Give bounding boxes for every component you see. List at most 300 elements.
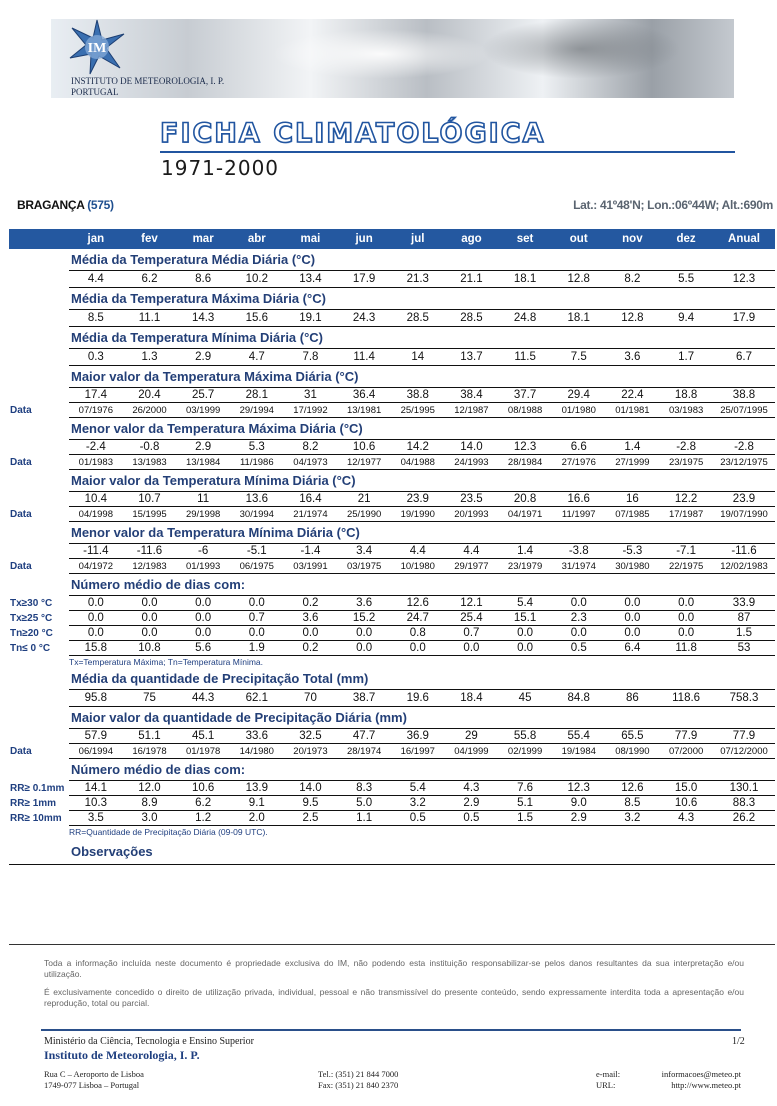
value-cell: 21.1 [445,271,499,288]
institute-line2: PORTUGAL [71,87,119,97]
value-cell: 55.8 [498,729,552,744]
row-label-blank [9,388,69,403]
value-cell: 14 [391,349,445,366]
value-cell: 08/1988 [498,403,552,418]
value-cell: 01/1981 [606,403,660,418]
title-divider [160,151,735,153]
value-cell: 28.1 [230,388,284,403]
value-cell: 3.2 [606,811,660,826]
section-spacer [9,327,69,349]
value-cell: 13.7 [445,349,499,366]
value-cell: 21.3 [391,271,445,288]
value-cell: 04/1972 [69,559,123,574]
footer-tel: Tel.: (351) 21 844 7000 [318,1069,399,1079]
row-label: Data [10,508,32,520]
value-cell: 75 [123,690,177,707]
value-cell: 01/1993 [176,559,230,574]
value-cell: 4.4 [445,544,499,559]
value-cell: 38.8 [391,388,445,403]
value-cell: 45 [498,690,552,707]
value-cell: 86 [606,690,660,707]
value-cell: 10.7 [123,492,177,507]
section-title: Maior valor da Temperatura Mínima Diária (°C) [69,470,775,492]
value-cell: -3.8 [552,544,606,559]
value-cell: 28.5 [445,310,499,327]
value-cell: 32.5 [284,729,338,744]
month-header: Anual [713,229,775,249]
value-cell: 8.6 [176,271,230,288]
value-cell: 19.1 [284,310,338,327]
value-cell: 9.4 [659,310,713,327]
section-tmed [9,249,775,271]
section-title: Número médio de dias com: [69,759,775,781]
value-cell: 24/1993 [445,455,499,470]
value-cell: 11/1986 [230,455,284,470]
value-cell: 6.6 [552,440,606,455]
footer-fax: Fax: (351) 21 840 2370 [318,1080,399,1090]
value-cell: 5.4 [498,596,552,611]
footer-contact [652,1069,741,1091]
value-cell: 28.5 [391,310,445,327]
value-cell: 22/1975 [659,559,713,574]
value-cell: 0.7 [445,626,499,641]
row-label-blank [9,310,69,327]
address-line1: Rua C – Aeroporto de Lisboa [44,1069,144,1079]
value-cell: 0.5 [445,811,499,826]
value-cell: -5.3 [606,544,660,559]
value-cell: 1.4 [498,544,552,559]
value-cell: 25/07/1995 [713,403,775,418]
value-cell: 04/1999 [445,744,499,759]
value-cell: 10.4 [69,492,123,507]
obs-spacer [9,838,69,865]
value-cell: 17/1992 [284,403,338,418]
value-cell: 10.6 [659,796,713,811]
value-cell: 53 [713,641,775,656]
value-cell: 20.4 [123,388,177,403]
value-cell: 57.9 [69,729,123,744]
value-cell: 36.9 [391,729,445,744]
value-cell: 0.0 [606,596,660,611]
value-cell: 0.0 [123,626,177,641]
value-cell: 24.3 [337,310,391,327]
value-cell: 16 [606,492,660,507]
note-spacer [9,826,69,839]
dates-row-min_tmin [9,559,775,574]
value-cell: 51.1 [123,729,177,744]
section-precip [9,668,775,690]
website-link[interactable]: http://www.meteo.pt [671,1080,741,1090]
value-cell: 6.7 [713,349,775,366]
value-cell: 0.0 [230,626,284,641]
section-spacer [9,574,69,596]
value-cell: 3.4 [337,544,391,559]
value-cell: 38.4 [445,388,499,403]
value-cell: 15.2 [337,611,391,626]
institute-name [71,76,224,98]
value-cell: 62.1 [230,690,284,707]
footer-top-divider [9,944,775,945]
value-cell: 14.3 [176,310,230,327]
value-cell: 44.3 [176,690,230,707]
row-label: Tx≥25 °C [10,612,53,624]
value-cell: 04/1998 [69,507,123,522]
value-cell: 07/1976 [69,403,123,418]
value-cell: 15/1995 [123,507,177,522]
temp-days-row [9,611,775,626]
value-cell: 2.9 [445,796,499,811]
email-link[interactable]: informacoes@meteo.pt [661,1069,741,1079]
value-cell: 0.7 [230,611,284,626]
row-label: Tn≥20 °C [10,627,53,639]
section-title: Menor valor da Temperatura Mínima Diária (°C) [69,522,775,544]
value-cell: 12.2 [659,492,713,507]
value-cell: 6.4 [606,641,660,656]
value-cell: 7.8 [284,349,338,366]
value-cell: 16/1997 [391,744,445,759]
values-row-tmin [9,349,775,366]
value-cell: 10.6 [337,440,391,455]
value-cell: 26/2000 [123,403,177,418]
table-note: Tx=Temperatura Máxima; Tn=Temperatura Mínima. [69,657,263,667]
row-label: RR≥ 10mm [10,812,62,824]
value-cell: 12.6 [391,596,445,611]
value-cell: 47.7 [337,729,391,744]
section-precip-days [9,759,775,781]
value-cell: 0.0 [606,611,660,626]
period: 1971-2000 [161,156,280,180]
value-cell: 130.1 [713,781,775,796]
value-cell: 0.0 [445,641,499,656]
value-cell: 17.9 [713,310,775,327]
month-header: jul [391,229,445,249]
value-cell: -6 [176,544,230,559]
section-title: Maior valor da Temperatura Máxima Diária (°C) [69,366,775,388]
row-label: Data [10,456,32,468]
value-cell: 1.3 [123,349,177,366]
value-cell: 33.9 [713,596,775,611]
row-label-blank [9,271,69,288]
row-label: Tn≤ 0 °C [10,642,51,654]
disclaimer-p2: É exclusivamente concedido o direito de utilização privada, individual, pessoal e não transmissível do presente conteúdo, sendo expressamente interdita toda a apresentação e/ou reprodução, total ou parcial. [44,987,744,1008]
value-cell: 10.8 [123,641,177,656]
value-cell: 2.9 [552,811,606,826]
value-cell: 38.8 [713,388,775,403]
section-title: Média da quantidade de Precipitação Total (mm) [69,668,775,690]
temp-days-row [9,596,775,611]
station-code: (575) [87,198,114,212]
observations-title: Observações [69,838,775,865]
value-cell: 21/1974 [284,507,338,522]
value-cell: 22.4 [606,388,660,403]
values-row-max_tmin [9,492,775,507]
value-cell: 0.0 [123,596,177,611]
value-cell: 1.4 [606,440,660,455]
value-cell: 2.3 [552,611,606,626]
value-cell: -2.8 [659,440,713,455]
footer-divider [41,1029,741,1031]
climate-table [9,229,775,865]
value-cell: 15.1 [498,611,552,626]
value-cell: 0.2 [284,596,338,611]
month-header: mai [284,229,338,249]
value-cell: 0.0 [659,611,713,626]
value-cell: 8.5 [606,796,660,811]
value-cell: 0.5 [391,811,445,826]
value-cell: 11.5 [498,349,552,366]
value-cell: 23/1975 [659,455,713,470]
value-cell: 01/1983 [69,455,123,470]
value-cell: -7.1 [659,544,713,559]
month-header: ago [445,229,499,249]
value-cell: 06/1975 [230,559,284,574]
value-cell: 10.6 [176,781,230,796]
value-cell: 01/1980 [552,403,606,418]
value-cell: 18.8 [659,388,713,403]
value-cell: 23/12/1975 [713,455,775,470]
value-cell: 12.0 [123,781,177,796]
value-cell: 84.8 [552,690,606,707]
value-cell: 0.0 [69,596,123,611]
section-min_tmax [9,418,775,440]
value-cell: 29 [445,729,499,744]
value-cell: 14.1 [69,781,123,796]
value-cell: 55.4 [552,729,606,744]
value-cell: 3.6 [284,611,338,626]
month-header: set [498,229,552,249]
value-cell: 5.6 [176,641,230,656]
url-label: URL: [596,1080,616,1090]
value-cell: 4.4 [69,271,123,288]
value-cell: 04/1971 [498,507,552,522]
value-cell: 1.2 [176,811,230,826]
section-spacer [9,522,69,544]
page-title: FICHA CLIMATOLÓGICA [160,118,546,149]
row-label: Data [10,745,32,757]
section-spacer [9,470,69,492]
value-cell: 17.4 [69,388,123,403]
dates-row-max_tmin [9,507,775,522]
value-cell: 0.0 [391,641,445,656]
value-cell: 0.8 [391,626,445,641]
value-cell: 5.0 [337,796,391,811]
section-title: Número médio de dias com: [69,574,775,596]
station-name [17,198,114,212]
precip-days-row [9,796,775,811]
value-cell: 0.3 [69,349,123,366]
values-row-min_tmax [9,440,775,455]
value-cell: 77.9 [659,729,713,744]
value-cell: 9.1 [230,796,284,811]
value-cell: 20/1993 [445,507,499,522]
footer-ministry: Ministério da Ciência, Tecnologia e Ensino Superior [44,1036,254,1047]
value-cell: 9.5 [284,796,338,811]
section-max-precip [9,707,775,729]
value-cell: 23.9 [391,492,445,507]
value-cell: 5.5 [659,271,713,288]
value-cell: 19/1990 [391,507,445,522]
value-cell: 0.0 [176,596,230,611]
value-cell: 12/02/1983 [713,559,775,574]
value-cell: 0.0 [498,626,552,641]
value-cell: 25/1995 [391,403,445,418]
value-cell: 29.4 [552,388,606,403]
station-name-text: BRAGANÇA [17,198,85,212]
value-cell: 14.0 [284,781,338,796]
value-cell: -0.8 [123,440,177,455]
value-cell: 70 [284,690,338,707]
value-cell: 4.7 [230,349,284,366]
value-cell: 1.5 [713,626,775,641]
value-cell: 5.3 [230,440,284,455]
value-cell: 04/1973 [284,455,338,470]
value-cell: 12.3 [713,271,775,288]
section-spacer [9,366,69,388]
dates-row-min_tmax [9,455,775,470]
value-cell: 0.0 [659,626,713,641]
value-cell: 8.5 [69,310,123,327]
section-spacer [9,668,69,690]
value-cell: 2.9 [176,440,230,455]
values-row-min_tmin [9,544,775,559]
values-row-tmed [9,271,775,288]
value-cell: 13.4 [284,271,338,288]
value-cell: 6.2 [176,796,230,811]
values-row-max-precip [9,729,775,744]
value-cell: 0.0 [498,641,552,656]
value-cell: 11 [176,492,230,507]
address-line2: 1749-077 Lisboa – Portugal [44,1080,140,1090]
temp-days-note [9,656,775,669]
value-cell: 24.7 [391,611,445,626]
month-header: fev [123,229,177,249]
value-cell: 38.7 [337,690,391,707]
value-cell: 8.9 [123,796,177,811]
value-cell: 6.2 [123,271,177,288]
value-cell: 95.8 [69,690,123,707]
value-cell: 07/12/2000 [713,744,775,759]
section-min_tmin [9,522,775,544]
value-cell: 87 [713,611,775,626]
value-cell: 18.1 [552,310,606,327]
value-cell: 12/1987 [445,403,499,418]
values-row-tmax [9,310,775,327]
month-header: dez [659,229,713,249]
value-cell: 14.2 [391,440,445,455]
value-cell: 5.4 [391,781,445,796]
row-label-blank [9,440,69,455]
row-label-blank [9,729,69,744]
value-cell: 3.2 [391,796,445,811]
value-cell: 12.3 [498,440,552,455]
value-cell: 16.4 [284,492,338,507]
month-header: abr [230,229,284,249]
value-cell: 3.6 [337,596,391,611]
value-cell: 0.0 [337,626,391,641]
value-cell: -1.4 [284,544,338,559]
value-cell: 33.6 [230,729,284,744]
value-cell: 16/1978 [123,744,177,759]
value-cell: 2.5 [284,811,338,826]
value-cell: 3.0 [123,811,177,826]
value-cell: 1.9 [230,641,284,656]
footer-contact-labels [596,1069,620,1091]
temp-days-row [9,641,775,656]
value-cell: 30/1994 [230,507,284,522]
value-cell: 06/1994 [69,744,123,759]
value-cell: 20/1973 [284,744,338,759]
section-spacer [9,249,69,271]
value-cell: 16.6 [552,492,606,507]
value-cell: 14.0 [445,440,499,455]
section-tmax [9,288,775,310]
value-cell: 13/1983 [123,455,177,470]
value-cell: 0.0 [659,596,713,611]
value-cell: 2.9 [176,349,230,366]
value-cell: 758.3 [713,690,775,707]
value-cell: 31/1974 [552,559,606,574]
value-cell: 03/1991 [284,559,338,574]
value-cell: 12.6 [606,781,660,796]
value-cell: 5.1 [498,796,552,811]
value-cell: 28/1974 [337,744,391,759]
row-label: Data [10,404,32,416]
dates-row-max_tmax [9,403,775,418]
value-cell: 13.9 [230,781,284,796]
value-cell: 25.4 [445,611,499,626]
values-row-precip [9,690,775,707]
value-cell: 0.0 [552,626,606,641]
value-cell: 18.4 [445,690,499,707]
temp-days-row [9,626,775,641]
value-cell: 23.5 [445,492,499,507]
value-cell: 03/1975 [337,559,391,574]
value-cell: 29/1994 [230,403,284,418]
value-cell: 08/1990 [606,744,660,759]
logo-letters: IM [87,41,107,56]
footer-address [44,1069,144,1091]
table-header-row [9,229,775,249]
value-cell: 31 [284,388,338,403]
value-cell: 13/1984 [176,455,230,470]
value-cell: 12.8 [606,310,660,327]
value-cell: 10/1980 [391,559,445,574]
value-cell: 45.1 [176,729,230,744]
value-cell: 8.2 [284,440,338,455]
value-cell: 88.3 [713,796,775,811]
value-cell: 1.5 [498,811,552,826]
section-title: Maior valor da quantidade de Precipitação Diária (mm) [69,707,775,729]
value-cell: 23.9 [713,492,775,507]
value-cell: 11.1 [123,310,177,327]
value-cell: -11.6 [123,544,177,559]
section-spacer [9,707,69,729]
value-cell: 3.5 [69,811,123,826]
value-cell: 0.0 [284,626,338,641]
value-cell: 14/1980 [230,744,284,759]
value-cell: 15.0 [659,781,713,796]
value-cell: 01/1978 [176,744,230,759]
institute-line1: INSTITUTO DE METEOROLOGIA, I. P. [71,76,225,86]
section-title: Média da Temperatura Média Diária (°C) [69,249,775,271]
row-label: Data [10,560,32,572]
value-cell: 0.0 [123,611,177,626]
section-title: Média da Temperatura Máxima Diária (°C) [69,288,775,310]
value-cell: 118.6 [659,690,713,707]
page-number: 1/2 [732,1036,745,1047]
month-header: jan [69,229,123,249]
value-cell: 30/1980 [606,559,660,574]
